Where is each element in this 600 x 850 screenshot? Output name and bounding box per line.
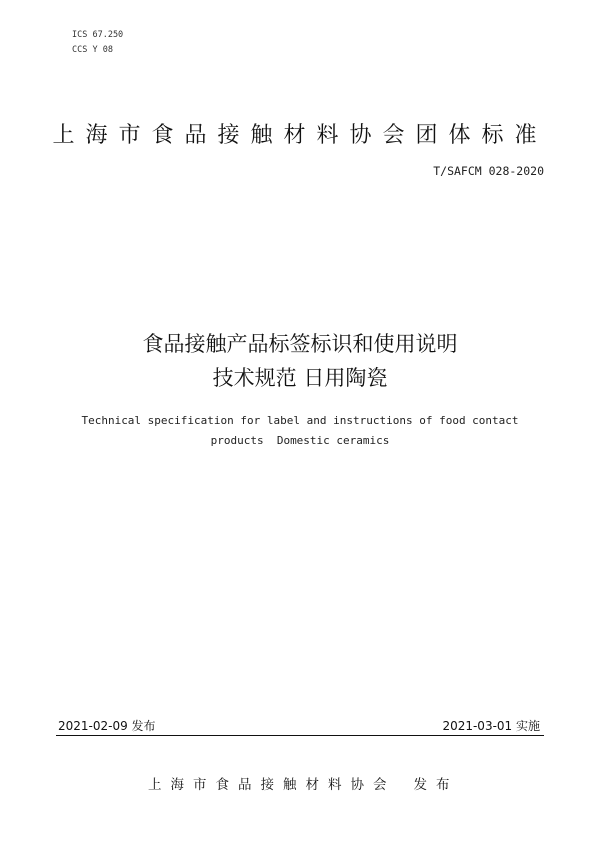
chinese-title-line-2: 技术规范 日用陶瓷: [212, 366, 388, 390]
organization-standard-title: 上海市食品接触材料协会团体标准: [52, 123, 548, 148]
standard-number: T/SAFCM 028-2020: [433, 164, 544, 178]
publication-date: 2021-02-09 发布: [58, 719, 156, 733]
chinese-title-line-1: 食品接触产品标签标识和使用说明: [142, 332, 458, 356]
issuer-line: [148, 773, 459, 793]
ics-code: ICS 67.250: [72, 30, 124, 40]
issuer-name: 上海市食品接触材料协会: [148, 777, 396, 793]
issuer-action: 发布: [413, 777, 459, 793]
ccs-code: CCS Y 08: [72, 45, 113, 55]
english-title-line-2: products Domestic ceramics: [210, 434, 390, 447]
divider-line: [56, 735, 544, 736]
implementation-date: 2021-03-01 实施: [442, 719, 540, 733]
english-title-line-1: Technical specification for label and instructions of food contact: [81, 414, 519, 427]
